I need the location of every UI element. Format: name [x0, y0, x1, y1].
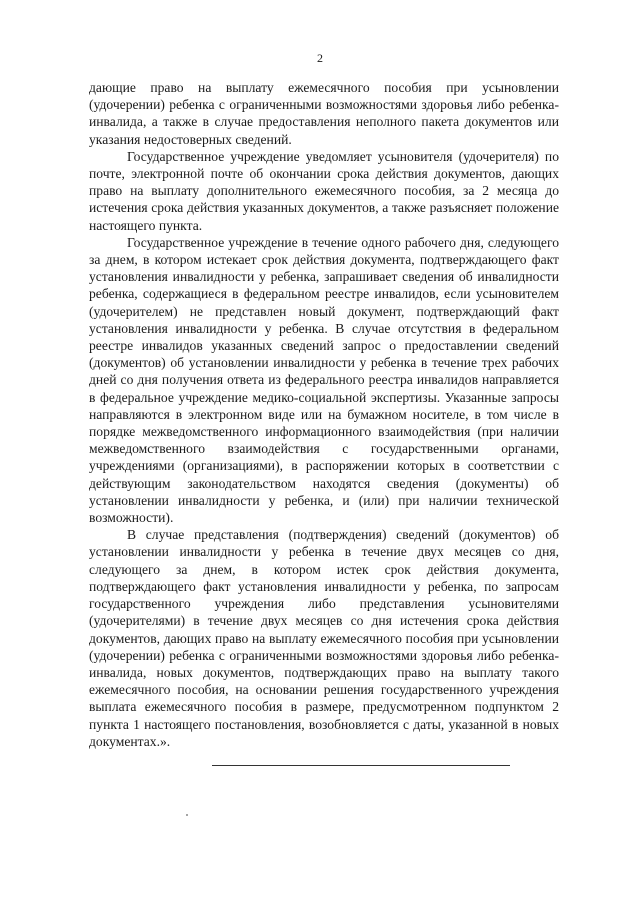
- scan-mark: [186, 814, 188, 816]
- paragraph-notification: Государственное учреждение уведомляет усыновителя (удочерителя) по почте, электронной почте об окончании срока действия документов, дающих право на выплату дополнительного ежемесячного пособия, за 2 месяца до истечения срока действия указанных документов, а также разъясняет положение настоящего пункта.: [89, 148, 559, 233]
- paragraph-continuation: дающие право на выплату ежемесячного пособия при усыновлении (удочерении) ребенка с ограниченными возможностями здоровья либо ребенка-инвалида, а также в случае предоставления неполного пакета документов или указания недостоверных сведений.: [89, 80, 559, 147]
- end-of-text-rule: [212, 765, 510, 766]
- paragraph-disability-request: Государственное учреждение в течение одного рабочего дня, следующего за днем, в котором истекает срок действия документа, подтверждающего факт установления инвалидности у ребенка, запрашивает сведения об инвалидности ребенка, содержащиеся в федеральном реестре инвалидов, если усыновителем (удочерителем) не представлен новый документ, подтверждающий факт установления инвалидности у ребенка. В случае отсутствия в федеральном реестре инвалидов указанных сведений запрос о предоставлении сведений (документов) об установлении инвалидности у ребенка в течение трех рабочих дней со дня получения ответа из федерального реестра инвалидов направляется в федеральное учреждение медико-социальной экспертизы. Указанные запросы направляются в электронном виде или на бумажном носителе, в том числе в порядке межведомственного информационного взаимодействия (при наличии межведомственного взаимодействия с государственными органами, учреждениями (организациями), в распоряжении которых в соответствии с действующим законодательством находятся сведения (документы) об установлении инвалидности у ребенка, и (или) при наличии технической возможности).: [89, 234, 559, 526]
- document-body: [89, 79, 559, 750]
- page-number: 2: [317, 51, 323, 65]
- paragraph-payment-resumption: В случае представления (подтверждения) сведений (документов) об установлении инвалидности у ребенка в течение двух месяцев со дня, следующего за днем, в котором истек срок действия документа, подтверждающего факт установления инвалидности у ребенка, по запросам государственного учреждения либо представления усыновителями (удочерителями) в течение двух месяцев со дня истечения срока действия документов, дающих право на выплату ежемесячного пособия при усыновлении (удочерении) ребенка с ограниченными возможностями здоровья либо ребенка-инвалида, новых документов, подтверждающих право на выплату такого ежемесячного пособия, на основании решения государственного учреждения выплата ежемесячного пособия в размере, предусмотренном подпунктом 2 пункта 1 настоящего постановления, возобновляется с даты, указанной в новых документах.».: [89, 527, 559, 749]
